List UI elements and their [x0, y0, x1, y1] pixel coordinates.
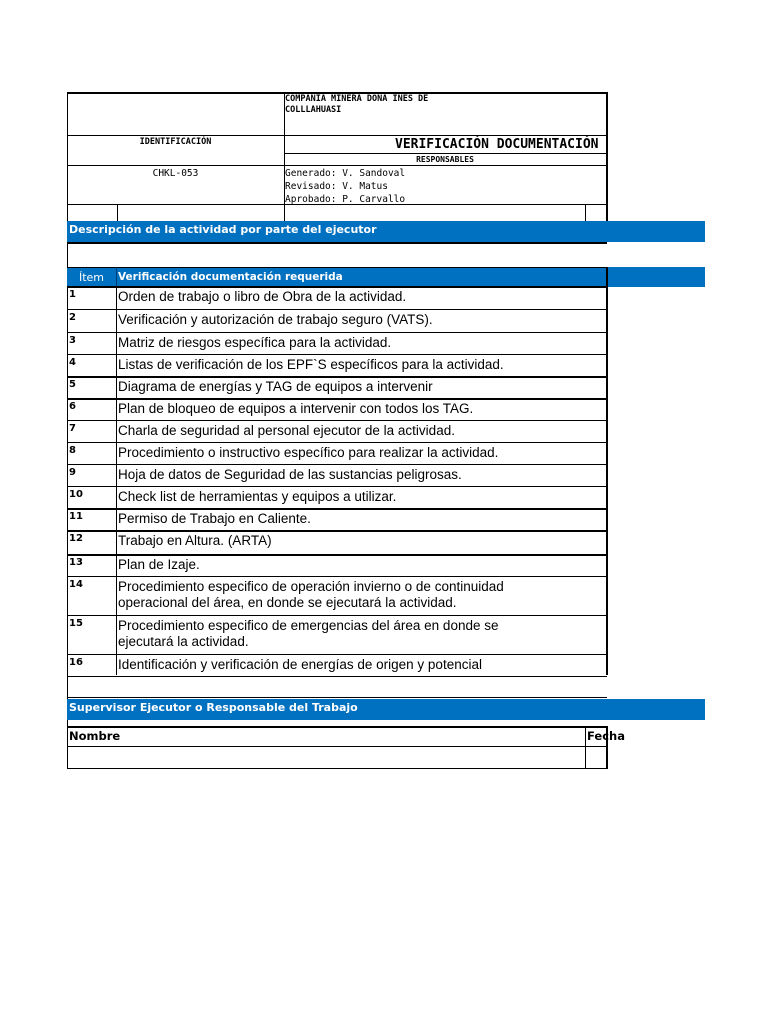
- checklist-row: [67, 616, 607, 655]
- item-number: 2: [69, 312, 76, 323]
- item-description: Verificación y autorización de trabajo seguro (VATS).: [118, 312, 433, 327]
- checklist-row: [67, 531, 607, 555]
- checklist-row: [67, 333, 607, 355]
- item-number: 6: [69, 401, 76, 412]
- item-number: 15: [69, 618, 83, 629]
- checklist-row: [67, 487, 607, 509]
- item-description: Charla de seguridad al personal ejecutor de la actividad.: [118, 423, 455, 438]
- item-description: Check list de herramientas y equipos a utilizar.: [118, 489, 397, 504]
- item-description: Procedimiento especifico de operación invierno o de continuidad operacional del área, en donde se ejecutará la actividad.: [118, 579, 504, 610]
- activity-description-field[interactable]: [68, 244, 606, 266]
- checklist-row: [67, 377, 607, 399]
- item-number: 5: [69, 379, 76, 390]
- reviewed-by: Revisado: V. Matus: [285, 181, 388, 192]
- responsables-label: RESPONSABLES: [416, 155, 474, 164]
- item-number: 13: [69, 557, 83, 568]
- item-number: 4: [69, 357, 76, 368]
- name-field[interactable]: [68, 747, 584, 768]
- item-number: 16: [69, 657, 83, 668]
- checklist-row: [67, 577, 607, 616]
- generated-by: Generado: V. Sandoval: [285, 168, 406, 179]
- item-description: Listas de verificación de los EPF`S específicos para la actividad.: [118, 357, 504, 372]
- item-number: 14: [69, 579, 83, 590]
- checklist-row: [67, 555, 607, 577]
- checklist-row: [67, 421, 607, 443]
- item-description: Permiso de Trabajo en Caliente.: [118, 511, 311, 526]
- item-description: Plan de Izaje.: [118, 557, 200, 572]
- item-number: 3: [69, 335, 76, 346]
- checklist-row: [67, 465, 607, 487]
- item-description: Matriz de riesgos específica para la actividad.: [118, 335, 392, 350]
- checklist-row: [67, 443, 607, 465]
- activity-section-title: Descripción de la actividad por parte del ejecutor: [69, 223, 377, 236]
- item-number: 10: [69, 489, 83, 500]
- item-number: 12: [69, 533, 83, 544]
- column-item: Ítem: [78, 271, 105, 284]
- checklist-row: [67, 310, 607, 333]
- identification-label: IDENTIFICACIÓN: [139, 137, 212, 147]
- item-description: Procedimiento especifico de emergencias del área en donde se ejecutará la actividad.: [118, 618, 499, 649]
- item-description: Trabajo en Altura. (ARTA): [118, 533, 272, 548]
- item-description: Orden de trabajo o libro de Obra de la actividad.: [118, 289, 407, 304]
- item-number: 7: [69, 423, 76, 434]
- name-label: Nombre: [69, 729, 121, 743]
- item-description: Hoja de datos de Seguridad de las sustancias peligrosas.: [118, 467, 462, 482]
- item-description: Plan de bloqueo de equipos a intervenir con todos los TAG.: [118, 401, 474, 416]
- checklist-row: [67, 287, 607, 310]
- company-name: COMPANIA MINERA DONA INES DE COLLLAHUASI: [285, 94, 429, 115]
- checklist-row: [67, 655, 607, 677]
- date-label: Fecha: [587, 729, 625, 743]
- item-number: 11: [69, 511, 83, 522]
- item-number: 9: [69, 467, 76, 478]
- approved-by: Aprobado: P. Carvallo: [285, 194, 406, 205]
- item-description: Diagrama de energías y TAG de equipos a intervenir: [118, 379, 433, 394]
- item-description: Procedimiento o instructivo específico para realizar la actividad.: [118, 445, 499, 460]
- document-title: VERIFICACIÓN DOCUMENTACIÓN: [395, 137, 599, 152]
- item-number: 8: [69, 445, 76, 456]
- checklist-row: [67, 355, 607, 377]
- column-verification: Verificación documentación requerida: [118, 271, 343, 283]
- item-number: 1: [69, 289, 76, 300]
- checklist-row: [67, 399, 607, 421]
- date-field[interactable]: [586, 747, 605, 768]
- supervisor-section-title: Supervisor Ejecutor o Responsable del Trabajo: [69, 701, 358, 714]
- item-description: Identificación y verificación de energías de origen y potencial: [118, 657, 482, 672]
- document-code: CHKL-053: [152, 168, 199, 179]
- checklist-row: [67, 509, 607, 531]
